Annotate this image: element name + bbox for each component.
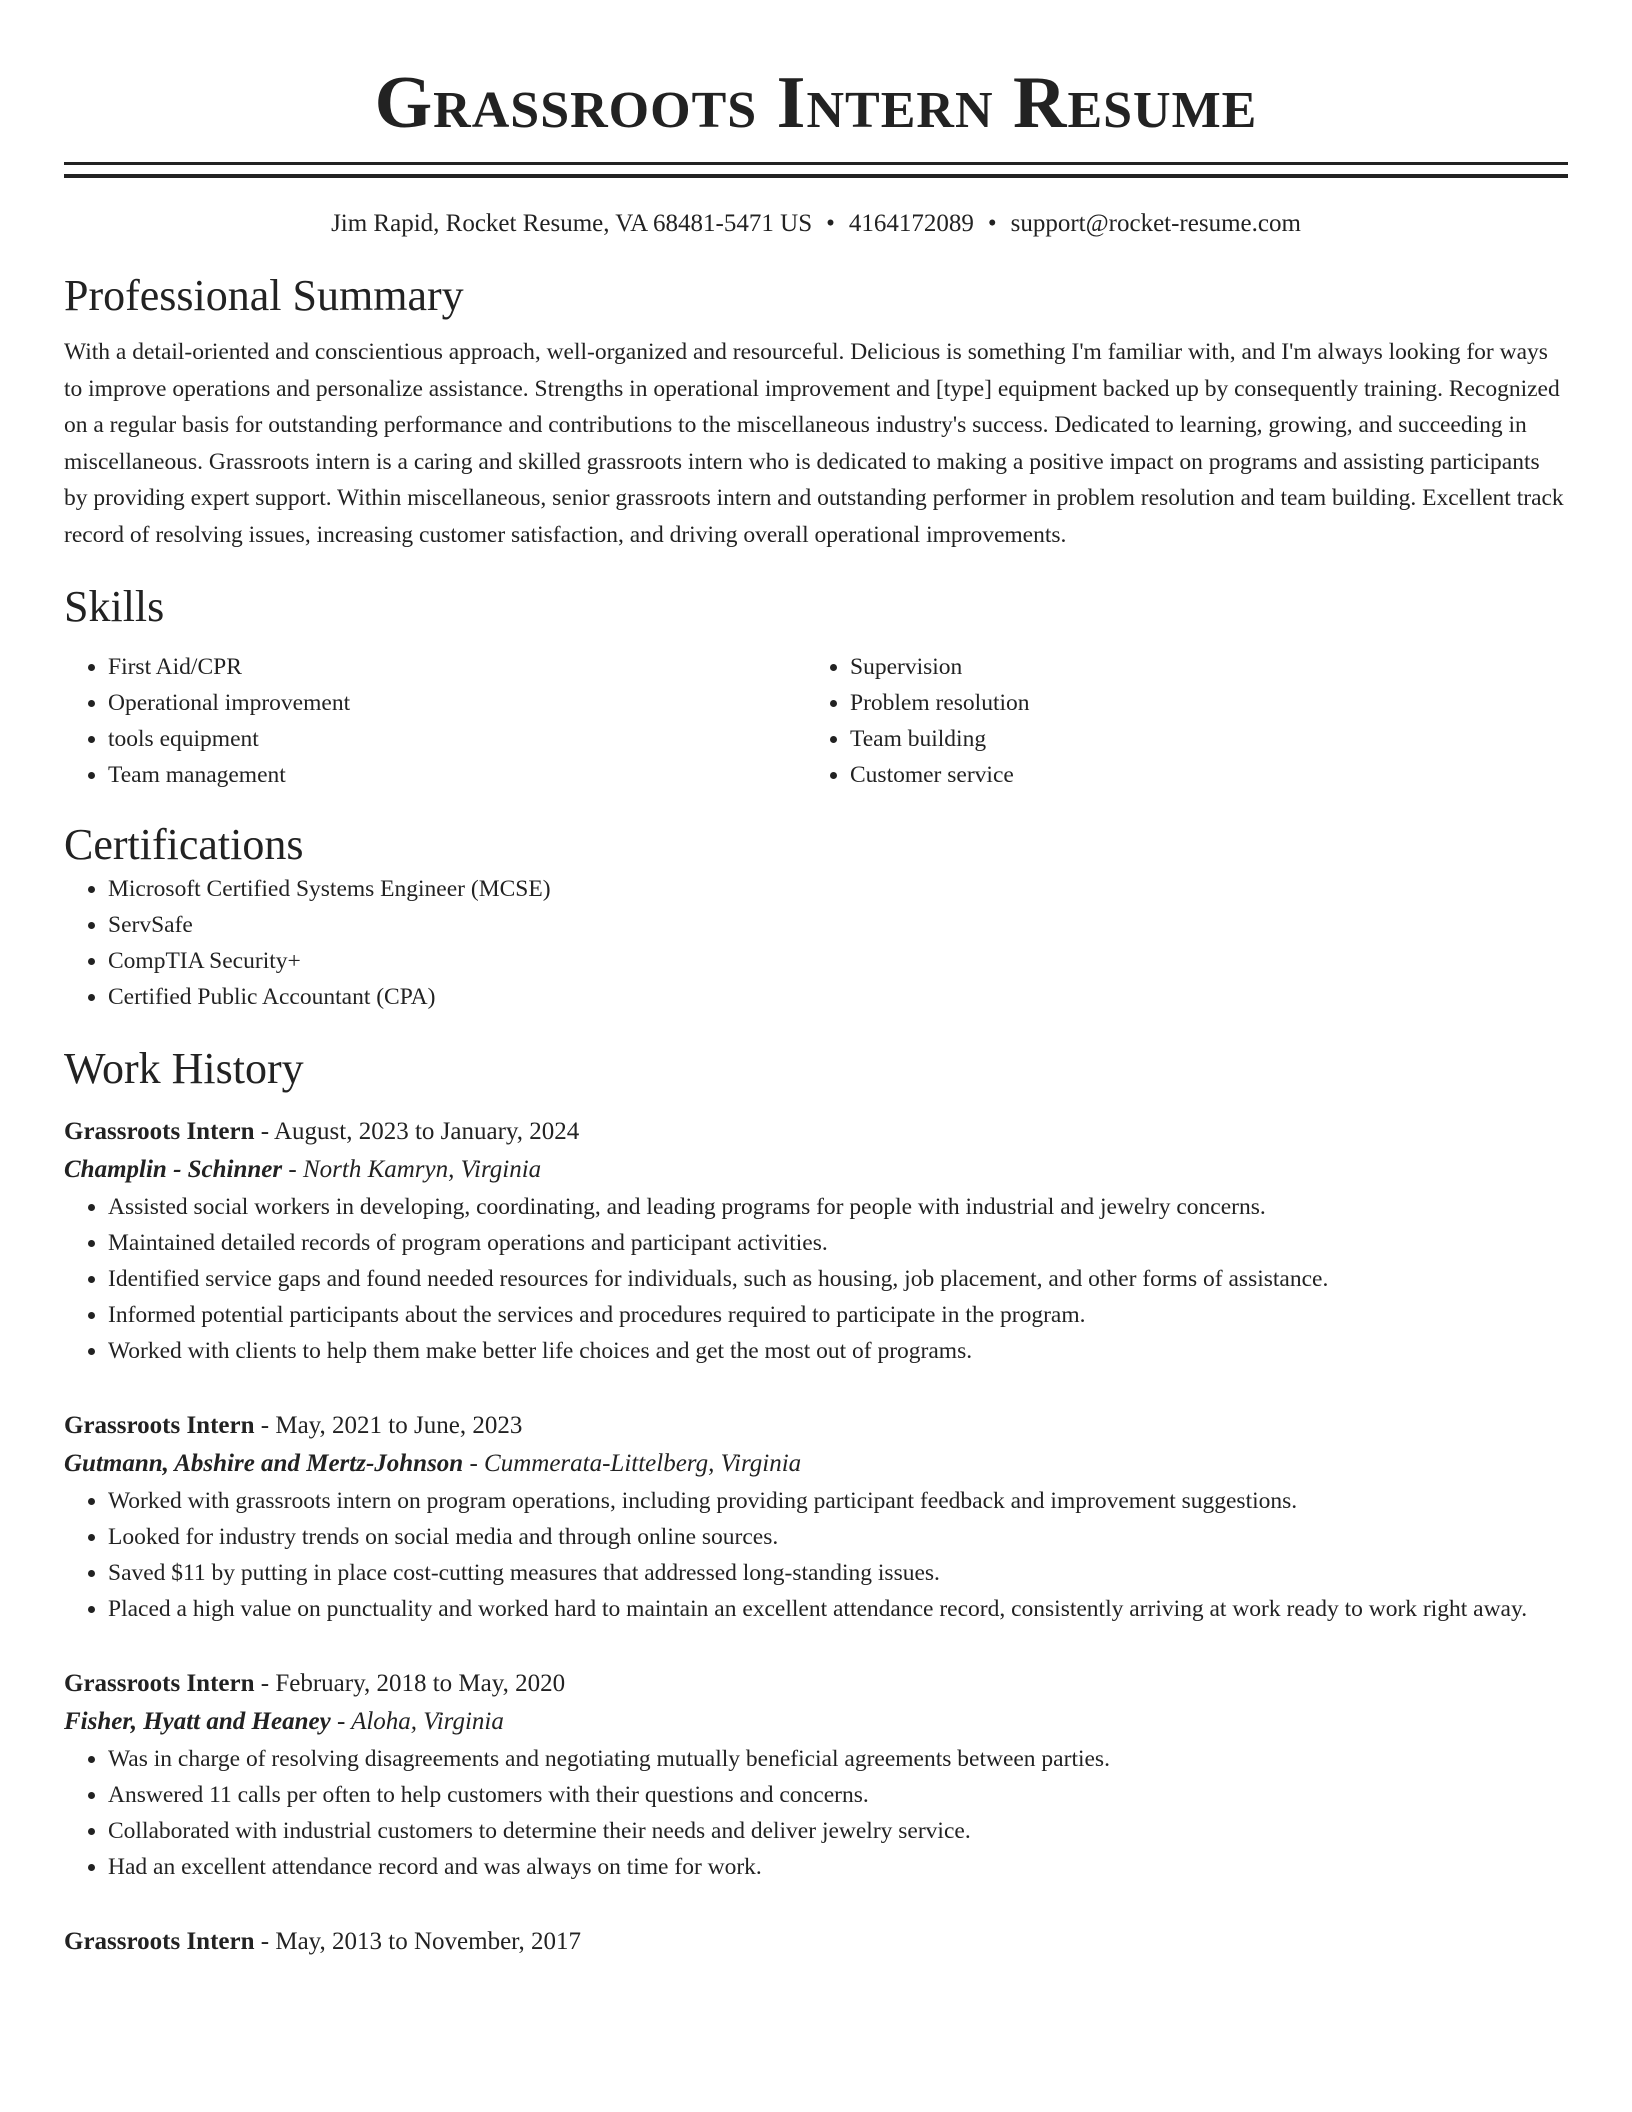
skill-item: • First Aid/CPR bbox=[108, 649, 806, 685]
job-duty-item: • Worked with clients to help them make better life choices and get the most out of programs. bbox=[108, 1333, 1568, 1369]
title-double-rule bbox=[64, 162, 1568, 178]
job-dates: May, 2013 to November, 2017 bbox=[275, 1928, 582, 1955]
job-dates: August, 2023 to January, 2024 bbox=[273, 1118, 580, 1145]
skills-list-left bbox=[64, 649, 806, 793]
summary-heading: Professional Summary bbox=[64, 271, 464, 320]
job-duties-list bbox=[64, 1741, 1568, 1885]
job-duty-item: • Collaborated with industrial customers to determine their needs and deliver jewelry service. bbox=[108, 1813, 1568, 1849]
job-location: Aloha, Virginia bbox=[351, 1708, 504, 1735]
certification-item: • Microsoft Certified Systems Engineer (MCSE) bbox=[108, 871, 1568, 907]
job-duty-item: • Had an excellent attendance record and was always on time for work. bbox=[108, 1849, 1568, 1885]
job-duties-list bbox=[64, 1483, 1568, 1627]
job-entry bbox=[64, 1113, 1568, 1369]
job-header bbox=[64, 1113, 1568, 1151]
job-duty-item: • Worked with grassroots intern on program operations, including providing participant feedback and improvement suggestions. bbox=[108, 1483, 1568, 1519]
job-header bbox=[64, 1923, 1568, 1961]
job-employer bbox=[64, 1151, 1568, 1189]
job-dates: May, 2021 to June, 2023 bbox=[275, 1412, 523, 1439]
job-location: Cummerata-Littelberg, Virginia bbox=[484, 1450, 802, 1477]
job-dash: - bbox=[254, 1118, 274, 1145]
job-duty-item: • Answered 11 calls per often to help customers with their questions and concerns. bbox=[108, 1777, 1568, 1813]
certification-item: • Certified Public Accountant (CPA) bbox=[108, 979, 1568, 1015]
job-dash: - bbox=[330, 1708, 352, 1735]
job-title: Grassroots Intern bbox=[64, 1412, 255, 1439]
job-entry bbox=[64, 1665, 1568, 1885]
job-duty-item: • Assisted social workers in developing, coordinating, and leading programs for people with industrial and jewelry concerns. bbox=[108, 1189, 1568, 1225]
job-dash: - bbox=[282, 1156, 303, 1183]
job-duty-item: • Maintained detailed records of program operations and participant activities. bbox=[108, 1225, 1568, 1261]
skill-item: • Team building bbox=[850, 721, 1548, 757]
job-duty-item: • Placed a high value on punctuality and worked hard to maintain an excellent attendance record, consistently arriving at work ready to work right away. bbox=[108, 1591, 1568, 1627]
skill-item: • Operational improvement bbox=[108, 685, 806, 721]
job-dash: - bbox=[254, 1412, 276, 1439]
job-company: Fisher, Hyatt and Heaney bbox=[64, 1708, 331, 1735]
skill-item: • Customer service bbox=[850, 757, 1548, 793]
contact-separator: • bbox=[826, 210, 835, 237]
skill-item: • Team management bbox=[108, 757, 806, 793]
skill-item: • tools equipment bbox=[108, 721, 806, 757]
job-employer bbox=[64, 1445, 1568, 1483]
job-entry bbox=[64, 1407, 1568, 1627]
contact-email: support@rocket-resume.com bbox=[1010, 210, 1301, 237]
job-duties-list bbox=[64, 1189, 1568, 1369]
job-location: North Kamryn, Virginia bbox=[302, 1156, 542, 1183]
job-duty-item: • Informed potential participants about the services and procedures required to participate in the program. bbox=[108, 1297, 1568, 1333]
contact-separator: • bbox=[987, 210, 997, 237]
skills-grid bbox=[64, 649, 1568, 793]
job-dash: - bbox=[254, 1928, 276, 1955]
job-header bbox=[64, 1407, 1568, 1445]
job-employer bbox=[64, 1703, 1568, 1741]
job-header bbox=[64, 1665, 1568, 1703]
skill-item: • Supervision bbox=[850, 649, 1548, 685]
summary-text: With a detail-oriented and conscientious approach, well-organized and resourceful. Delicious is something I'm familiar with, and I'm always looking for ways to improve operations and personalize assistance. Strengths in operational improvement and [type] equipment backed up by consequently training. Recognized on a regular basis for outstanding performance and contributions to the miscellaneous industry's success. Dedicated to learning, growing, and succeeding in miscellaneous. Grassroots intern is a caring and skilled grassroots intern who is dedicated to making a positive impact on programs and assisting participants by providing expert support. Within miscellaneous, senior grassroots intern and outstanding performer in problem resolution and team building. Excellent track record of resolving issues, increasing customer satisfaction, and driving overall operational improvements. bbox=[64, 339, 1564, 548]
certifications-list bbox=[64, 871, 1568, 1015]
job-title: Grassroots Intern bbox=[64, 1118, 255, 1145]
job-duty-item: • Looked for industry trends on social media and through online sources. bbox=[108, 1519, 1568, 1555]
job-dash: - bbox=[254, 1670, 276, 1697]
skill-item: • Problem resolution bbox=[850, 685, 1548, 721]
resume-title: Grassroots Intern Resume bbox=[374, 62, 1258, 144]
job-entry bbox=[64, 1923, 1568, 1961]
certification-item: • CompTIA Security+ bbox=[108, 943, 1568, 979]
job-company: Gutmann, Abshire and Mertz-Johnson bbox=[64, 1450, 464, 1477]
certifications-heading: Certifications bbox=[64, 820, 304, 869]
contact-address: Jim Rapid, Rocket Resume, VA 68481-5471 US bbox=[331, 210, 813, 237]
job-title: Grassroots Intern bbox=[64, 1670, 255, 1697]
certification-item: • ServSafe bbox=[108, 907, 1568, 943]
job-title: Grassroots Intern bbox=[64, 1928, 255, 1955]
job-dates: February, 2018 to May, 2020 bbox=[275, 1670, 566, 1697]
job-company: Champlin - Schinner bbox=[64, 1156, 283, 1183]
job-duty-item: • Was in charge of resolving disagreements and negotiating mutually beneficial agreements between parties. bbox=[108, 1741, 1568, 1777]
skills-list-right bbox=[806, 649, 1548, 793]
work-history-heading: Work History bbox=[64, 1044, 304, 1093]
job-duty-item: • Identified service gaps and found needed resources for individuals, such as housing, job placement, and other forms of assistance. bbox=[108, 1261, 1568, 1297]
job-duty-item: • Saved $11 by putting in place cost-cutting measures that addressed long-standing issues. bbox=[108, 1555, 1568, 1591]
skills-heading: Skills bbox=[64, 582, 165, 631]
job-dash: - bbox=[463, 1450, 485, 1477]
contact-phone: 4164172089 bbox=[848, 210, 974, 237]
contact-line bbox=[64, 208, 1568, 240]
